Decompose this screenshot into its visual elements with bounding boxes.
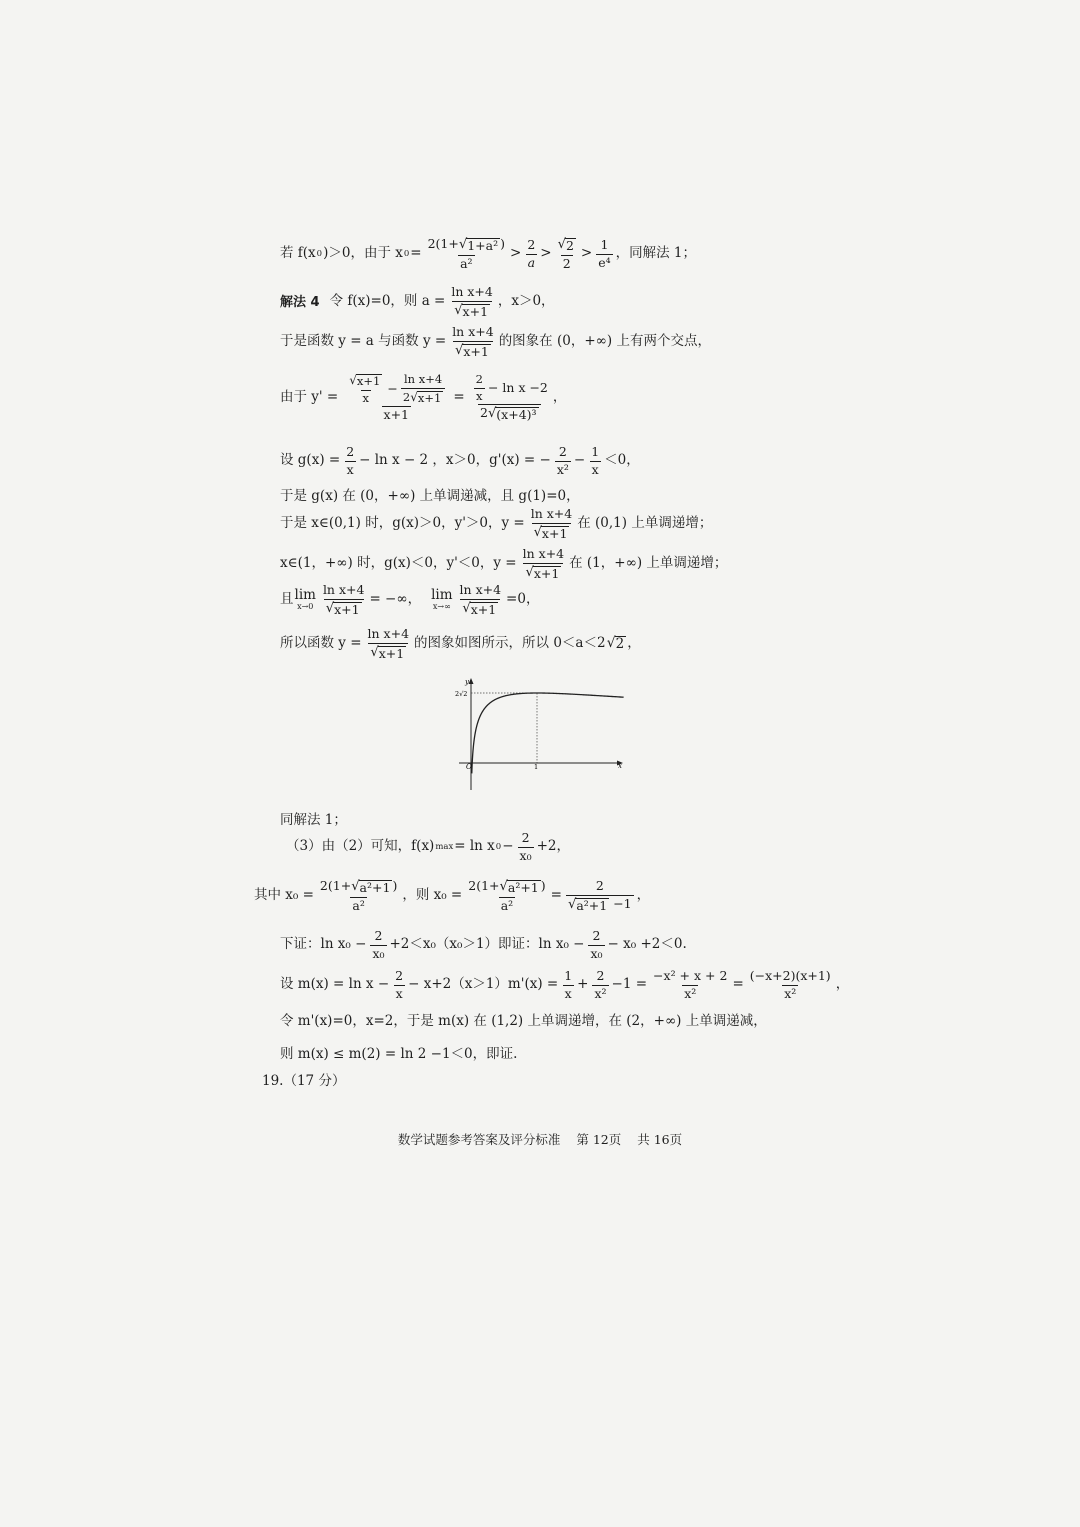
fraction: $\frac{2}{a}$ (527, 237, 536, 270)
x-axis-label: x (618, 762, 622, 770)
text: = (410, 245, 422, 262)
y-tick-label: 2√2 (455, 690, 468, 698)
fraction: $\frac{1}{\text{e⁴}}$ (598, 237, 611, 270)
compound-fraction: √ x+1 x − ln x+4 2 √ x+1 x+1 (342, 374, 450, 422)
fraction: ln x+4 √ x+1 (452, 324, 494, 359)
line-4: 由于 y' = √ x+1 x − ln x+4 2 √ x+1 x+1 = $\frac{2}{x}$ − ln x −2 2 √ (x+4)³ ， (280, 372, 567, 422)
method-label: 解法 4 (280, 294, 320, 310)
line-8: x∈(1，+∞) 时，g(x)＜0，y'＜0，y = ln x+4 √ x+1 在 (1，+∞) 上单调递增； (280, 546, 728, 581)
function-graph (445, 672, 635, 797)
line-16: 令 m'(x)=0，x=2，于是 m(x) 在 (1,2) 上单调递增，在 (2，+∞) 上单调递减， (280, 1013, 767, 1029)
fraction: ln x+4 √ x+1 (451, 284, 493, 319)
fraction: √ 2 2 (557, 237, 574, 271)
line-12: （3）由（2）可知，f(x) max = ln x 0 − $\frac{2}{\text{x₀}}$ +2， (286, 830, 570, 863)
fraction: 2(1+ √ 1+a² ) a² (427, 236, 505, 271)
line-14: 下证：ln x₀ − $\frac{2}{\text{x₀}}$ +2＜x₀（x₀＞1）即证：ln x₀ − $\frac{2}{\text{x₀}}$ − x₀ +2＜0. (280, 928, 687, 961)
line-2: 解法 4 令 f(x)=0，则 a = ln x+4 √ x+1 ，x＞0， (280, 284, 555, 319)
y-axis-arrow (469, 678, 474, 684)
line-9: 且 lim x→0 ln x+4 √ x+1 = −∞， lim x→∞ ln x+4 √ x+1 =0， (280, 582, 540, 617)
line-1: 若 f(x 0 )＞0，由于 x 0 = 2(1+ √ 1+a² ) a² > $\frac{2}{a}$ > √ 2 2 > $\frac{1}{\text{e⁴}}$ ，同解法 1； (280, 236, 697, 271)
y-axis-label: y (465, 678, 469, 686)
footer-total: 共 16页 (637, 1132, 683, 1147)
line-13: 其中 x₀ = 2(1+ √ a²+1 ) a² ，则 x₀ = 2(1+ √ a²+1 ) a² = 2 √ a²+1 −1 ， (254, 878, 651, 913)
line-5: 设 g(x) = $\frac{2}{x}$ − ln x − 2 ，x＞0，g'(x) = − $\frac{2}{\text{x²}}$ − $\frac{1}{x}$ ＜0， (280, 444, 640, 477)
text: 若 f(x (280, 245, 316, 262)
footer-page: 第 12页 (576, 1132, 622, 1147)
line-7: 于是 x∈(0,1) 时，g(x)＞0，y'＞0，y = ln x+4 √ x+1 在 (0,1) 上单调递增； (280, 506, 713, 541)
line-17: 则 m(x) ≤ m(2) = ln 2 −1＜0，即证. (280, 1046, 518, 1062)
line-3: 于是函数 y = a 与函数 y = ln x+4 √ x+1 的图象在 (0，+∞) 上有两个交点， (280, 324, 711, 359)
function-curve (472, 693, 624, 773)
line-15: 设 m(x) = ln x − $\frac{2}{x}$ − x+2（x＞1）m'(x) = $\frac{1}{x}$ + $\frac{2}{\text{x²}}$ −1 = $\frac{\text{−x² + x + 2}}{\text{x²}}$ = $\frac{(-x+2)(x+1)}{\text{x²}}$ ， (280, 968, 850, 1001)
line-11: 同解法 1； (280, 812, 347, 828)
x-tick-label: 1 (534, 763, 539, 771)
footer-title: 数学试题参考答案及评分标准 (397, 1132, 561, 1147)
line-6: 于是 g(x) 在 (0，+∞) 上单调递减，且 g(1)=0， (280, 488, 580, 504)
line-10: 所以函数 y = ln x+4 √ x+1 的图象如图所示，所以 0＜a＜2 √ 2 ， (280, 626, 641, 661)
page-footer (0, 1130, 1080, 1148)
fraction: $\frac{2}{x}$ − ln x −2 2 √ (x+4)³ (475, 372, 548, 422)
text: )＞0，由于 x (323, 245, 403, 262)
question-19-heading: 19.（17 分） (262, 1073, 346, 1089)
origin-label: O (466, 763, 472, 771)
